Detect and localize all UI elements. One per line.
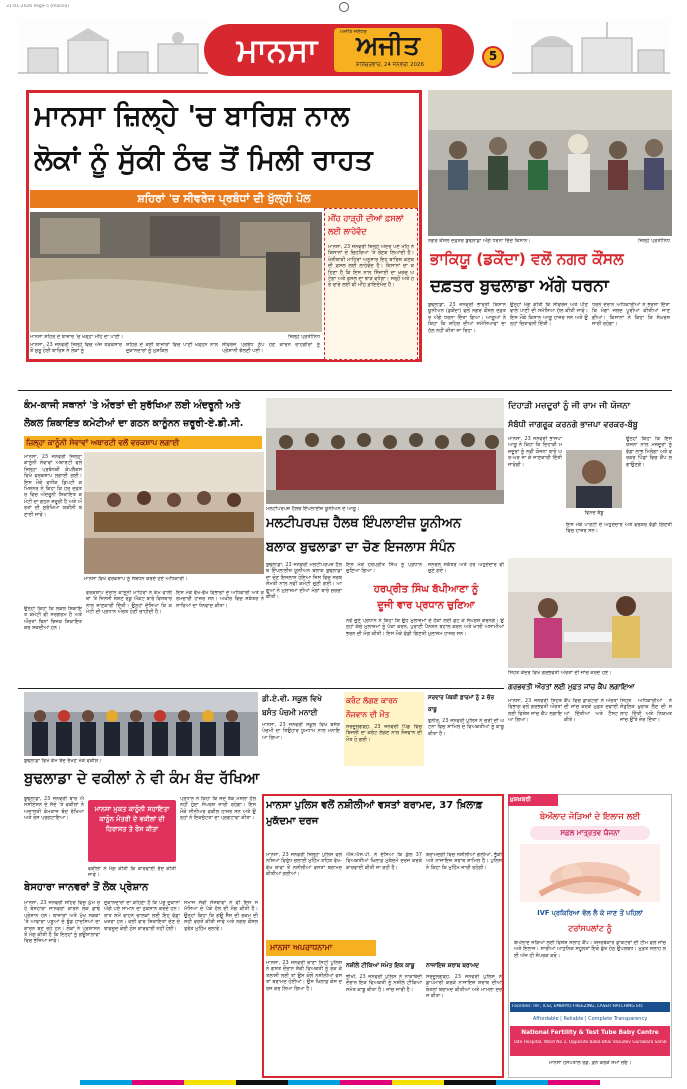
health-union-photo [266,398,504,504]
posh-body-col2: ਉਨ੍ਹਾਂ ਕਿਹਾ ਕਿ ਲੋਕਲ ਸ਼ਿਕਾਇਤ ਕਮੇਟੀ ਵੀ ਸਰਗਰਮ ਹੈ ਅਤੇ ਔਰਤਾਂ ਬਿਨਾਂ ਝਿਜਕ ਸ਼ਿਕਾਇਤ ਕਰ ਸਕਦੀਆਂ ਹਨ। [24,606,82,632]
ad-footer: ਮਾਨਸਾ ਹਸਪਤਾਲ ਰੋਡ, ਫ਼ੋਨ ਕਰਕੇ ਸਮਾਂ ਲਓ। [548,1060,632,1066]
lead-photo-flooded-street [30,212,322,332]
skyline-left-illustration [18,18,208,80]
bku-photo-caption: ਨਗਰ ਕੌਂਸਲ ਦਫ਼ਤਰ ਬੁਢਲਾਡਾ ਅੱਗੇ ਧਰਨਾ ਦਿੰਦੇ ਕਿਸਾਨ। [428,238,531,244]
health-photo-caption: ਮਲਟੀਪਰਪਜ਼ ਹੈਲਥ ਇੰਪਲਾਈਜ਼ ਯੂਨੀਅਨ ਦੇ ਆਗੂ। [266,506,360,512]
lawyers-body-col1: ਬੁਢਲਾਡਾ, 23 ਜਨਵਰੀ ਬਾਰ ਐਸੋਸੀਏਸ਼ਨ ਦੇ ਸੱਦੇ 'ਤੇ ਵਕੀਲਾਂ ਨੇ ਅਦਾਲਤੀ ਕੰਮਕਾਜ ਬੰਦ ਰੱਖਿਆ ਅਤੇ ਰੋਸ ਪ੍ਰਗਟਾਇਆ। [24,796,84,822]
divider-upper [18,390,672,391]
police-subhead2: ਨਾਜਾਇਜ਼ ਸ਼ਰਾਬ ਬਰਾਮਦ [426,963,479,969]
death-headline-line1: ਕਰੰਟ ਲੱਗਣ ਕਾਰਨ [346,696,398,705]
lead-photo-caption: ਮਾਨਸਾ ਸ਼ਹਿਰ ਦੇ ਬਾਜ਼ਾਰ 'ਚ ਖੜ੍ਹਾ ਮੀਂਹ ਦਾ ਪਾਣੀ। [30,334,124,340]
lawyers-photo-caption: ਬੁਢਲਾਡਾ ਵਿਖੇ ਕੰਮ ਬੰਦ ਰੱਖਣ ਮੌਕੇ ਵਕੀਲ। [24,758,102,764]
ad-centre-name: National Fertility & Test Tube Baby Centre [521,1030,659,1036]
labour-body-col2: ਉਨ੍ਹਾਂ ਕਿਹਾ ਕਿ ਇਸ ਯੋਜਨਾ ਨਾਲ ਮਜ਼ਦੂਰਾਂ ਨੂੰ ਵੱਡਾ ਲਾਭ ਮਿਲੇਗਾ ਅਤੇ ਵਰਕਰ ਪਿੰਡਾਂ ਵਿਚ ਕੈਂਪ ਲਗਾਉਣਗੇ। [626,436,672,468]
lead-body-col2: ਸ਼ਹਿਰ ਦੇ ਕਈ ਬਾਜ਼ਾਰਾਂ ਵਿਚ ਪਾਣੀ ਖੜ੍ਹਨ ਨਾਲ ਦੁਕਾਨਦਾਰਾਂ ਨੂੰ ਮੁਸ਼ਕਿਲ [126,342,218,355]
lawyers-info-text: ਮਾਨਸਾ ਮੁਕਤ ਕਾਨੂੰਨੀ ਸਹਾਇਤਾ ਕਾਨੂੰਨ ਮੰਤਰੀ ਦੇ ਵਕੀਲਾਂ ਦੀ ਹਿਰਾਸਤ ਤੇ ਰੋਸ ਕੀਤਾ [94,805,170,833]
ad-headline: ਬੇਔਲਾਦ ਜੋੜਿਆਂ ਦੇ ਇਲਾਜ ਲਈ [539,811,641,821]
lawyers-body-col2: ਵਕੀਲਾਂ ਨੇ ਮੰਗ ਕੀਤੀ ਕਿ ਕਾਰਵਾਈ ਰੱਦ ਕੀਤੀ ਜਾਵੇ। [88,866,176,878]
bku-headline-line2: ਦਫ਼ਤਰ ਬੁਢਲਾਡਾ ਅੱਗੇ ਧਰਨਾ [430,276,609,296]
lead-sidebar-text: ਮਾਨਸਾ, 23 ਜਨਵਰੀ ਜ਼ਿਲ੍ਹੇ ਅੰਦਰ ਪਏ ਮੀਂਹ ਨੇ ਕਿਸਾਨਾਂ ਦੇ ਚਿਹਰਿਆਂ 'ਤੇ ਰੌਣਕ ਲਿਆਂਦੀ ਹੈ। ਖੇਤੀਬਾੜੀ ਮਾਹਿਰਾਂ ਅਨੁਸਾਰ ਇਹ ਬਾਰਿਸ਼ ਕਣਕ ਦੀ ਫ਼ਸਲ ਲਈ ਲਾਹੇਵੰਦ ਹੈ। ਕਿਸਾਨਾਂ ਦਾ ਕਹਿਣਾ ਹੈ ਕਿ ਇਸ ਨਾਲ ਸਿੰਜਾਈ ਦਾ ਖ਼ਰਚ ਘਟੇਗਾ ਅਤੇ ਫ਼ਸਲ ਦਾ ਝਾੜ ਵਧੇਗਾ। ਸਰ੍ਹੋਂ ਅਤੇ ਹਰੇ ਚਾਰੇ ਲਈ ਵੀ ਮੀਂਹ ਫ਼ਾਇਦੇਮੰਦ ਹੈ। [328,244,414,289]
ad-body: ਬੇਔਲਾਦ ਜੋੜਿਆਂ ਲਈ ਵਿਸ਼ੇਸ਼ ਸਲਾਹ ਕੈਂਪ। ਤਜਰਬੇਕਾਰ ਡਾਕਟਰਾਂ ਦੀ ਟੀਮ ਵਲੋਂ ਜਾਂਚ ਅਤੇ ਇਲਾਜ। ਸਾਰੀਆਂ ਆਧੁਨਿਕ ਸਹੂਲਤਾਂ ਇਕੋ ਛੱਤ ਹੇਠ ਉਪਲਬਧ। ਮੁਫ਼ਤ ਸਲਾਹ ਲਈ ਅੱਜ ਹੀ ਸੰਪਰਕ ਕਰੋ। [514,940,666,959]
bku-body-col2: ਉਨ੍ਹਾਂ ਮੰਗ ਕੀਤੀ ਕਿ ਸੀਵਰੇਜ ਅਤੇ ਪੀਣ ਵਾਲੇ ਪਾਣੀ ਦੀ ਸਮੱਸਿਆ ਹੱਲ ਕੀਤੀ ਜਾਵੇ। ਇਸ ਮੌਕੇ ਕਿਸਾਨ ਆਗੂ ਹਾਜ਼ਰ ਸਨ ਅਤੇ ਉਨ੍ਹਾਂ ਚਿਤਾਵਨੀ ਦਿੱਤੀ। [510,302,588,328]
labour-portrait-caption: ਵਿਨੋਦ ਬੱਬੂ [584,510,604,516]
police-subhead1: ਨਸ਼ੀਲੇ ਟੀਕਿਆਂ ਸਮੇਤ ਇਕ ਕਾਬੂ [346,963,415,969]
police-body-col3: ਬਰਾਮਦਗੀ ਵਿਚ ਨਸ਼ੀਲੀਆਂ ਗੋਲੀਆਂ, ਭੁੱਕੀ ਅਤੇ ਨਾਜਾਇਜ਼ ਸ਼ਰਾਬ ਸ਼ਾਮਿਲ ਹੈ। ਪੁਲਿਸ ਨੇ ਕਿਹਾ ਕਿ ਮੁਹਿੰਮ ਜਾਰੀ ਰਹੇਗੀ। [426,852,502,871]
labour-headline-line2: ਸੰਬੰਧੀ ਜਾਗਰੂਕ ਕਰਨਗੇ ਭਾਜਪਾ ਵਰਕਰ-ਬੱਬੂ [508,419,638,429]
ad-strip: Affordable | Reliable | Complete Transparency [532,1016,648,1022]
print-color-bar [80,1080,600,1085]
posh-body-col1: ਮਾਨਸਾ, 23 ਜਨਵਰੀ ਜ਼ਿਲ੍ਹਾ ਕਾਨੂੰਨੀ ਸੇਵਾਵਾਂ ਅਥਾਰਟੀ ਵਲੋਂ ਜ਼ਿਲ੍ਹਾ ਪ੍ਰਬੰਧਕੀ ਕੰਪਲੈਕਸ ਵਿਖੇ ਵਰਕਸ਼ਾਪ ਲਗਾਈ ਗਈ। ਇਸ ਮੌਕੇ ਵਧੀਕ ਡਿਪਟੀ ਕਮਿਸ਼ਨਰ ਨੇ ਕਿਹਾ ਕਿ ਹਰ ਦਫ਼ਤਰ ਵਿਚ ਅੰਦਰੂਨੀ ਸ਼ਿਕਾਇਤ ਕਮੇਟੀ ਦਾ ਗਠਨ ਜ਼ਰੂਰੀ ਹੈ ਅਤੇ ਔਰਤਾਂ ਦੀ ਸੁਰੱਖਿਆ ਯਕੀਨੀ ਬਣਾਈ ਜਾਵੇ। [24,454,82,518]
lawyers-headline: ਬੁਢਲਾਡਾ ਦੇ ਵਕੀਲਾਂ ਨੇ ਵੀ ਕੰਮ ਬੰਦ ਰੱਖਿਆ [24,769,260,787]
posh-photo-caption: ਮਾਨਸਾ ਵਿਖੇ ਵਰਕਸ਼ਾਪ ਨੂੰ ਸੰਬੋਧਨ ਕਰਦੇ ਹੋਏ ਅਧਿਕਾਰੀ। [84,576,188,582]
lead-sidebar-title: ਮੀਂਹ ਹਾੜ੍ਹੀ ਦੀਆਂ ਫ਼ਸਲਾਂ ਲਈ ਲਾਹੇਵੰਦ [328,214,404,236]
dav-headline-line1: ਡੀ.ਏ.ਵੀ. ਸਕੂਲ ਵਿਖੇ [262,694,322,703]
lead-headline-line1: ਮਾਨਸਾ ਜ਼ਿਲ੍ਹੇ 'ਚ ਬਾਰਿਸ਼ ਨਾਲ [34,99,350,132]
police-sub-body1: ਮਾਨਸਾ, 23 ਜਨਵਰੀ ਥਾਣਾ ਸਿਟੀ ਪੁਲਿਸ ਨੇ ਗਸ਼ਤ ਦੌਰਾਨ ਸ਼ੱਕੀ ਵਿਅਕਤੀ ਨੂੰ ਰੋਕ ਕੇ ਤਲਾਸ਼ੀ ਲਈ ਤਾਂ ਉਸ ਕੋਲੋਂ ਨਸ਼ੀਲੀਆਂ ਵਸਤਾਂ ਬਰਾਮਦ ਹੋਈਆਂ। ਉਸ ਖ਼ਿਲਾਫ਼ ਕੇਸ ਦਰਜ ਕਰ ਲਿਆ ਗਿਆ ਹੈ। [266,960,342,992]
lead-byline: ਜ਼ਿਲ੍ਹੇ ਪ੍ਰਤੀਨਿਧ [288,334,320,340]
masthead-date: ਸ਼ਨਿੱਚਰਵਾਰ, 24 ਜਨਵਰੀ 2026 [356,62,424,68]
checkup-body-col3: ਸਿਹਤ ਅਧਿਕਾਰੀਆਂ ਨੇ ਸੰਤੁਲਿਤ ਖ਼ੁਰਾਕ ਲੈਣ ਦੀ ਸਲਾਹ ਦਿੱਤੀ ਅਤੇ ਨਿਯਮਤ ਜਾਂਚ ਉੱਤੇ ਜ਼ੋਰ ਦਿੱਤਾ। [620,698,672,724]
bku-protest-photo [428,90,672,236]
posh-strap: ਜ਼ਿਲ੍ਹਾ ਕਾਨੂੰਨੀ ਸੇਵਾਵਾਂ ਅਥਾਰਟੀ ਵਲੋਂ ਵਰਕਸ਼ਾਪ ਲਗਾਈ [26,438,180,447]
thieves-headline-line2: ਕਾਬੂ [428,707,437,713]
crime-tag: ਮਾਨਸਾ ਅਪਰਾਧਨਾਮਾ [270,943,333,952]
posh-body-col4: ਇਸ ਮੌਕੇ ਵੱਖ-ਵੱਖ ਵਿਭਾਗਾਂ ਦੇ ਅਧਿਕਾਰੀ ਅਤੇ ਕਰਮਚਾਰੀ ਹਾਜ਼ਰ ਸਨ। ਅਖ਼ੀਰ ਵਿਚ ਸਕੱਤਰ ਨੇ ਸਾਰਿਆਂ ਦਾ ਧੰਨਵਾਦ ਕੀਤਾ। [176,590,264,609]
health-body-col1: ਬੁਢਲਾਡਾ, 23 ਜਨਵਰੀ ਮਲਟੀਪਰਪਜ਼ ਹੈਲਥ ਇੰਪਲਾਈਜ਼ ਯੂਨੀਅਨ ਬਲਾਕ ਬੁਢਲਾਡਾ ਦਾ ਚੋਣ ਇਜਲਾਸ ਹੋਇਆ ਜਿਸ ਵਿਚ ਸਰਬਸੰਮਤੀ ਨਾਲ ਨਵੀਂ ਕਮੇਟੀ ਚੁਣੀ ਗਈ। ਆਗੂਆਂ ਨੇ ਮੁਲਾਜ਼ਮਾਂ ਦੀਆਂ ਮੰਗਾਂ ਬਾਰੇ ਚਰਚਾ ਕੀਤੀ। [266,562,342,601]
health-body-col4: ਨਵੇਂ ਚੁਣੇ ਪ੍ਰਧਾਨ ਨੇ ਕਿਹਾ ਕਿ ਉਹ ਮੁਲਾਜ਼ਮਾਂ ਦੇ ਹੱਕਾਂ ਲਈ ਡਟ ਕੇ ਸੰਘਰਸ਼ ਕਰਨਗੇ। ਉਨ੍ਹਾਂ ਕੱਚੇ ਮੁਲਾਜ਼ਮਾਂ ਨੂੰ ਪੱਕਾ ਕਰਨ, ਪੁਰਾਣੀ ਪੈਨਸ਼ਨ ਬਹਾਲ ਕਰਨ ਅਤੇ ਖ਼ਾਲੀ ਅਸਾਮੀਆਂ ਭਰਨ ਦੀ ਮੰਗ ਕੀਤੀ। ਇਸ ਮੌਕੇ ਵੱਡੀ ਗਿਣਤੀ ਮੁਲਾਜ਼ਮ ਹਾਜ਼ਰ ਸਨ। [346,618,504,637]
lawyers-group-photo [24,692,258,756]
police-sub-body2: ਭੀਖੀ, 23 ਜਨਵਰੀ ਪੁਲਿਸ ਨੇ ਨਾਕਾਬੰਦੀ ਦੌਰਾਨ ਇਕ ਵਿਅਕਤੀ ਨੂੰ ਨਸ਼ੀਲੇ ਟੀਕਿਆਂ ਸਮੇਤ ਕਾਬੂ ਕੀਤਾ ਹੈ। ਜਾਂਚ ਜਾਰੀ ਹੈ। [346,974,422,993]
labour-body-col3: ਇਸ ਮੌਕੇ ਪਾਰਟੀ ਦੇ ਅਹੁਦੇਦਾਰ ਅਤੇ ਵਰਕਰ ਵੱਡੀ ਗਿਣਤੀ ਵਿਚ ਹਾਜ਼ਰ ਸਨ। [566,522,672,535]
ad-mid2: ਟਰਾਂਸਪਲਾਂਟ ਨੂੰ [568,924,612,933]
ad-sub: ਸਫ਼ਲ ਮਾਤ੍ਰਤਵ ਯੋਜਨਾ [560,829,620,837]
police-body-col1: ਮਾਨਸਾ, 23 ਜਨਵਰੀ ਜ਼ਿਲ੍ਹਾ ਪੁਲਿਸ ਵਲੋਂ ਨਸ਼ਿਆਂ ਵਿਰੁੱਧ ਚਲਾਈ ਮੁਹਿੰਮ ਤਹਿਤ ਵੱਖ-ਵੱਖ ਥਾਵਾਂ ਤੋਂ ਨਸ਼ੀਲੀਆਂ ਵਸਤਾਂ ਬਰਾਮਦ ਕੀਤੀਆਂ ਗਈਆਂ। [266,852,342,878]
health-body-col2: ਇਸ ਮੌਕੇ ਹਰਪ੍ਰੀਤ ਸਿੰਘ ਨੂੰ ਪ੍ਰਧਾਨ ਚੁਣਿਆ ਗਿਆ। [346,562,422,575]
labour-body-col1: ਮਾਨਸਾ, 23 ਜਨਵਰੀ ਭਾਜਪਾ ਆਗੂ ਨੇ ਕਿਹਾ ਕਿ ਦਿਹਾੜੀ ਮਜ਼ਦੂਰਾਂ ਨੂੰ ਨਵੀਂ ਯੋਜਨਾ ਬਾਰੇ ਘਰ-ਘਰ ਜਾ ਕੇ ਜਾਣਕਾਰੀ ਦਿੱਤੀ ਜਾਵੇਗੀ। [508,436,562,468]
posh-body-col3: ਵਰਕਸ਼ਾਪ ਦੌਰਾਨ ਕਾਨੂੰਨੀ ਮਾਹਿਰਾਂ ਨੇ ਕੰਮ ਵਾਲੀ ਥਾਂ 'ਤੇ ਜਿਨਸੀ ਸ਼ੋਸ਼ਣ ਰੋਕੂ ਐਕਟ ਬਾਰੇ ਵਿਸਥਾਰ ਨਾਲ ਜਾਣਕਾਰੀ ਦਿੱਤੀ। ਉਨ੍ਹਾਂ ਦੱਸਿਆ ਕਿ ਕਮੇਟੀ ਦੀ ਪ੍ਰਧਾਨ ਔਰਤ ਹੋਣੀ ਚਾਹੀਦੀ ਹੈ। [86,590,172,616]
ad-facilities: Facilities: IVF, ICSI, EMBRYO FREEZING, LASER HATCHING Etc [512,1004,643,1009]
bku-byline: ਜ਼ਿਲ੍ਹੇ ਪ੍ਰਤੀਨਿਧ [638,238,670,244]
labour-portrait-photo [566,450,622,508]
stray-body-col2: ਦੁਕਾਨਦਾਰਾਂ ਦਾ ਕਹਿਣਾ ਹੈ ਕਿ ਪਸ਼ੂ ਦੁਕਾਨਾਂ ਅੱਗੇ ਪਏ ਸਾਮਾਨ ਦਾ ਨੁਕਸਾਨ ਕਰਦੇ ਹਨ। ਰਾਤ ਸਮੇਂ ਵਾਹਨ ਚਾਲਕਾਂ ਲਈ ਇਹ ਵੱਡਾ ਖ਼ਤਰਾ ਹਨ। ਕਈ ਵਾਰ ਸ਼ਿਕਾਇਤਾਂ ਦੇਣ ਦੇ ਬਾਵਜੂਦ ਕੋਈ ਠੋਸ ਕਾਰਵਾਈ ਨਹੀਂ ਹੋਈ। [104,900,180,932]
divider-middle [18,688,504,689]
stray-body-col3: ਸਮਾਜ ਸੇਵੀ ਸੰਸਥਾਵਾਂ ਨੇ ਵੀ ਇਸ ਸਮੱਸਿਆ ਦੇ ਪੱਕੇ ਹੱਲ ਦੀ ਮੰਗ ਕੀਤੀ ਹੈ। ਉਨ੍ਹਾਂ ਕਿਹਾ ਕਿ ਗਊ ਸੈੱਸ ਦੀ ਰਕਮ ਦੀ ਸਹੀ ਵਰਤੋਂ ਕੀਤੀ ਜਾਵੇ ਅਤੇ ਨਗਰ ਕੌਂਸਲ ਤੁਰੰਤ ਮੁਹਿੰਮ ਚਲਾਵੇ। [184,900,258,932]
dav-headline-line2: ਬਸੰਤ ਪੰਚਮੀ ਮਨਾਈ [262,708,318,717]
posh-workshop-photo [84,452,264,574]
checkup-body-col1: ਮਾਨਸਾ, 23 ਜਨਵਰੀ ਸਿਹਤ ਵਿਭਾਗ ਵਲੋਂ ਗਰਭਵਤੀ ਔਰਤਾਂ ਲਈ ਵਿਸ਼ੇਸ਼ ਜਾਂਚ ਕੈਂਪ ਲਗਾਇਆ ਗਿਆ। [508,698,562,724]
checkup-headline: ਗਰਭਵਤੀ ਔਰਤਾਂ ਲਈ ਮੁਫ਼ਤ ਜਾਂਚ ਕੈਂਪ ਲਗਾਇਆ [508,683,635,691]
lead-body-col1: ਮਾਨਸਾ, 23 ਜਨਵਰੀ ਜ਼ਿਲ੍ਹੇ ਵਿਚ ਅੱਜ ਤੜਕਸਾਰ ਤੋਂ ਸ਼ੁਰੂ ਹੋਈ ਬਾਰਿਸ਼ ਨੇ ਲੋਕਾਂ ਨੂੰ [30,342,122,355]
thieves-headline-line1: ਸਰਦਾਰ ਪੰਥਕੀ ਫ਼ਾਰਮਾਂ ਨੂੰ 2 ਚੋਰ [428,695,494,701]
lawyers-body-col3: ਪ੍ਰਧਾਨ ਨੇ ਕਿਹਾ ਕਿ ਜਦੋਂ ਤੱਕ ਮਸਲਾ ਹੱਲ ਨਹੀਂ ਹੁੰਦਾ ਸੰਘਰਸ਼ ਜਾਰੀ ਰਹੇਗਾ। ਇਸ ਮੌਕੇ ਸੀਨੀਅਰ ਵਕੀਲ ਹਾਜ਼ਰ ਸਨ ਅਤੇ ਉਨ੍ਹਾਂ ਨੇ ਇਕਜੁੱਟਤਾ ਦਾ ਪ੍ਰਗਟਾਵਾ ਕੀਤਾ। [180,796,256,822]
death-body: ਸਰਦੂਲਗੜ੍ਹ, 23 ਜਨਵਰੀ ਪਿੰਡ ਵਿਚ ਬਿਜਲੀ ਦਾ ਕਰੰਟ ਲੱਗਣ ਨਾਲ ਨੌਜਵਾਨ ਦੀ ਮੌਤ ਹੋ ਗਈ। [346,724,422,743]
health-subhead-line2: ਦੂਜੀ ਵਾਰ ਪ੍ਰਧਾਨ ਚੁਣਿਆ [377,600,475,611]
stray-body-col1: ਮਾਨਸਾ, 23 ਜਨਵਰੀ ਸ਼ਹਿਰ ਵਿਚ ਘੁੰਮ ਰਹੇ ਬੇਸਹਾਰਾ ਜਾਨਵਰਾਂ ਕਾਰਨ ਲੋਕ ਡਾਢੇ ਪ੍ਰੇਸ਼ਾਨ ਹਨ। ਬਾਜ਼ਾਰਾਂ ਅਤੇ ਮੁੱਖ ਸੜਕਾਂ 'ਤੇ ਆਵਾਰਾ ਪਸ਼ੂਆਂ ਦੇ ਝੁੰਡ ਹਾਦਸਿਆਂ ਦਾ ਕਾਰਨ ਬਣ ਰਹੇ ਹਨ। ਲੋਕਾਂ ਨੇ ਪ੍ਰਸ਼ਾਸਨ ਤੋਂ ਮੰਗ ਕੀਤੀ ਹੈ ਕਿ ਇਨ੍ਹਾਂ ਨੂੰ ਗਊਸ਼ਾਲਾਵਾਂ ਵਿਚ ਭੇਜਿਆ ਜਾਵੇ। [24,900,100,945]
labour-headline-line1: ਦਿਹਾੜੀ ਮਜ਼ਦੂਰਾਂ ਨੂੰ ਜੀ ਰਾਮ ਜੀ ਯੋਜਨਾ [508,401,631,411]
police-sub-body3: ਸਰਦੂਲਗੜ੍ਹ, 23 ਜਨਵਰੀ ਪੁਲਿਸ ਨੇ ਛਾਪੇਮਾਰੀ ਕਰਕੇ ਨਾਜਾਇਜ਼ ਸ਼ਰਾਬ ਦੀਆਂ ਬੋਤਲਾਂ ਬਰਾਮਦ ਕੀਤੀਆਂ ਅਤੇ ਮਾਮਲਾ ਦਰਜ ਕੀਤਾ। [426,974,502,1000]
stray-headline: ਬੇਸਹਾਰਾ ਜਾਨਵਰਾਂ ਤੋਂ ਲੋਕ ਪ੍ਰੇਸ਼ਾਨ [24,882,149,893]
posh-headline-line2: ਲੋਕਲ ਸ਼ਿਕਾਇਤ ਕਮੇਟੀਆਂ ਦਾ ਗਠਨ ਕਾਨੂੰਨਨ ਜ਼ਰੂਰੀ-ਏ.ਡੀ.ਸੀ. [24,418,244,429]
posh-headline-line1: ਕੰਮ-ਕਾਜੀ ਸਥਾਨਾਂ 'ਤੇ ਔਰਤਾਂ ਦੀ ਸੁਰੱਖਿਆ ਲਈ ਅੰਦਰੂਨੀ ਅਤੇ [24,400,241,411]
bku-body-col1: ਬੁਢਲਾਡਾ, 23 ਜਨਵਰੀ ਭਾਰਤੀ ਕਿਸਾਨ ਯੂਨੀਅਨ (ਡਕੌਂਦਾ) ਵਲੋਂ ਨਗਰ ਕੌਂਸਲ ਦਫ਼ਤਰ ਅੱਗੇ ਧਰਨਾ ਦਿੱਤਾ ਗਿਆ। ਆਗੂਆਂ ਨੇ ਕਿਹਾ ਕਿ ਸ਼ਹਿਰ ਦੀਆਂ ਸਮੱਸਿਆਵਾਂ ਦਾ ਹੱਲ ਨਹੀਂ ਕੀਤਾ ਜਾ ਰਿਹਾ। [428,302,506,334]
ad-baby-illustration [520,844,660,902]
masthead-left-title: ਮਾਨਸਾ [236,31,318,69]
health-headline-line2: ਬਲਾਕ ਬੁਢਲਾਡਾ ਦਾ ਚੋਣ ਇਜਲਾਸ ਸੰਪੰਨ [266,540,456,555]
lead-headline-line2: ਲੋਕਾਂ ਨੂੰ ਸੁੱਕੀ ਠੰਢ ਤੋਂ ਮਿਲੀ ਰਾਹਤ [34,143,373,176]
health-body-col3: ਜਨਰਲ ਸਕੱਤਰ ਅਤੇ ਹੋਰ ਅਹੁਦੇਦਾਰ ਵੀ ਚੁਣੇ ਗਏ। [428,562,504,575]
print-slug: 31-01-2026 Page-5 (mansa) [6,4,69,9]
death-headline-line2: ਨੌਜਵਾਨ ਦੀ ਮੌਤ [346,710,390,719]
ad-corner-label: ਖ਼ੁਸ਼ਖ਼ਬਰੀ [510,796,531,803]
checkup-body-col2: ਕੈਂਪ ਵਿਚ ਡਾਕਟਰਾਂ ਨੇ ਔਰਤਾਂ ਦੀ ਜਾਂਚ ਕਰਕੇ ਮੁਫ਼ਤ ਦਵਾਈਆਂ ਦਿੱਤੀਆਂ ਅਤੇ ਟੈਸਟ ਕੀਤੇ। [564,698,618,724]
registration-mark-top [339,2,349,12]
masthead-right-title: ਅਜੀਤ [356,32,420,60]
health-headline-line1: ਮਲਟੀਪਰਪਜ਼ ਹੈਲਥ ਇੰਪਲਾਈਜ਼ ਯੂਨੀਅਨ [266,516,462,531]
health-subhead-line1: ਹਰਪ੍ਰੀਤ ਸਿੰਘ ਬੱਪੀਆਣਾ ਨੂੰ [373,584,479,595]
ad-mid: IVF ਪ੍ਰਕਿਰਿਆ ਵੱਲ ਲੈ ਕੇ ਜਾਣ ਤੋਂ ਪਹਿਲਾਂ [537,909,643,917]
dav-body: ਮਾਨਸਾ, 23 ਜਨਵਰੀ ਸਕੂਲ ਵਿਖੇ ਬਸੰਤ ਪੰਚਮੀ ਦਾ ਤਿਉਹਾਰ ਧੂਮਧਾਮ ਨਾਲ ਮਨਾਇਆ ਗਿਆ। [262,722,340,741]
lead-strap: ਸ਼ਹਿਰਾਂ 'ਚ ਸੀਵਰੇਜ ਪ੍ਰਬੰਧਾਂ ਦੀ ਖੁੱਲ੍ਹੀ ਪੋਲ [137,192,311,205]
thieves-body: ਝੁਨੀਰ, 23 ਜਨਵਰੀ ਪੁਲਿਸ ਨੇ ਚੋਰੀ ਦੀ ਘਟਨਾ ਵਿਚ ਸ਼ਾਮਿਲ ਦੋ ਵਿਅਕਤੀਆਂ ਨੂੰ ਕਾਬੂ ਕੀਤਾ ਹੈ। [428,718,504,737]
checkup-photo-caption: ਸਿਹਤ ਕੇਂਦਰ ਵਿਖੇ ਗਰਭਵਤੀ ਔਰਤਾਂ ਦੀ ਜਾਂਚ ਕਰਦੇ ਹੋਏ। [508,670,612,676]
police-body-col2: ਐਸ.ਐਸ.ਪੀ. ਨੇ ਦੱਸਿਆ ਕਿ ਕੁੱਲ 37 ਵਿਅਕਤੀਆਂ ਖ਼ਿਲਾਫ਼ ਮੁਕੱਦਮੇ ਦਰਜ ਕਰਕੇ ਕਾਰਵਾਈ ਕੀਤੀ ਜਾ ਰਹੀ ਹੈ। [346,852,422,871]
police-headline: ਮਾਨਸਾ ਪੁਲਿਸ ਵਲੋਂ ਨਸ਼ੀਲੀਆਂ ਵਸਤਾਂ ਬਰਾਮਦ, 37 ਖ਼ਿਲਾਫ਼ ਮੁਕੱਦਮਾ ਦਰਜ [266,800,483,827]
lead-body-col3: ਸੀਵਰੇਜ ਪ੍ਰਬੰਧ ਠੱਪ ਹੋਣ ਕਾਰਨ ਰਾਹਗੀਰਾਂ ਨੂੰ ਪ੍ਰੇਸ਼ਾਨੀ ਝੱਲਣੀ ਪਈ। [222,342,320,355]
bku-headline-line1: ਭਾਕਿਯੂ (ਡਕੌਂਦਾ) ਵਲੋਂ ਨਗਰ ਕੌਂਸਲ [430,250,624,268]
skyline-right-illustration [512,18,670,80]
page-number: 5 [488,49,498,63]
checkup-photo [508,558,672,668]
ad-centre-address: Tata Hospital, Ward No 2, Opposite Baba Bhai Vasudev Gurdwara Sahib [513,1040,667,1045]
bku-body-col3: ਧਰਨੇ ਦੌਰਾਨ ਅਧਿਕਾਰੀਆਂ ਨੇ ਭਰੋਸਾ ਦਿੱਤਾ ਕਿ ਮੰਗਾਂ ਜਲਦ ਪੂਰੀਆਂ ਕੀਤੀਆਂ ਜਾਣਗੀਆਂ। ਕਿਸਾਨਾਂ ਨੇ ਕਿਹਾ ਕਿ ਸੰਘਰਸ਼ ਜਾਰੀ ਰਹੇਗਾ। [592,302,670,328]
masthead-tagline: ਅਜੀਤ ਜਲੰਧਰ [340,29,367,35]
